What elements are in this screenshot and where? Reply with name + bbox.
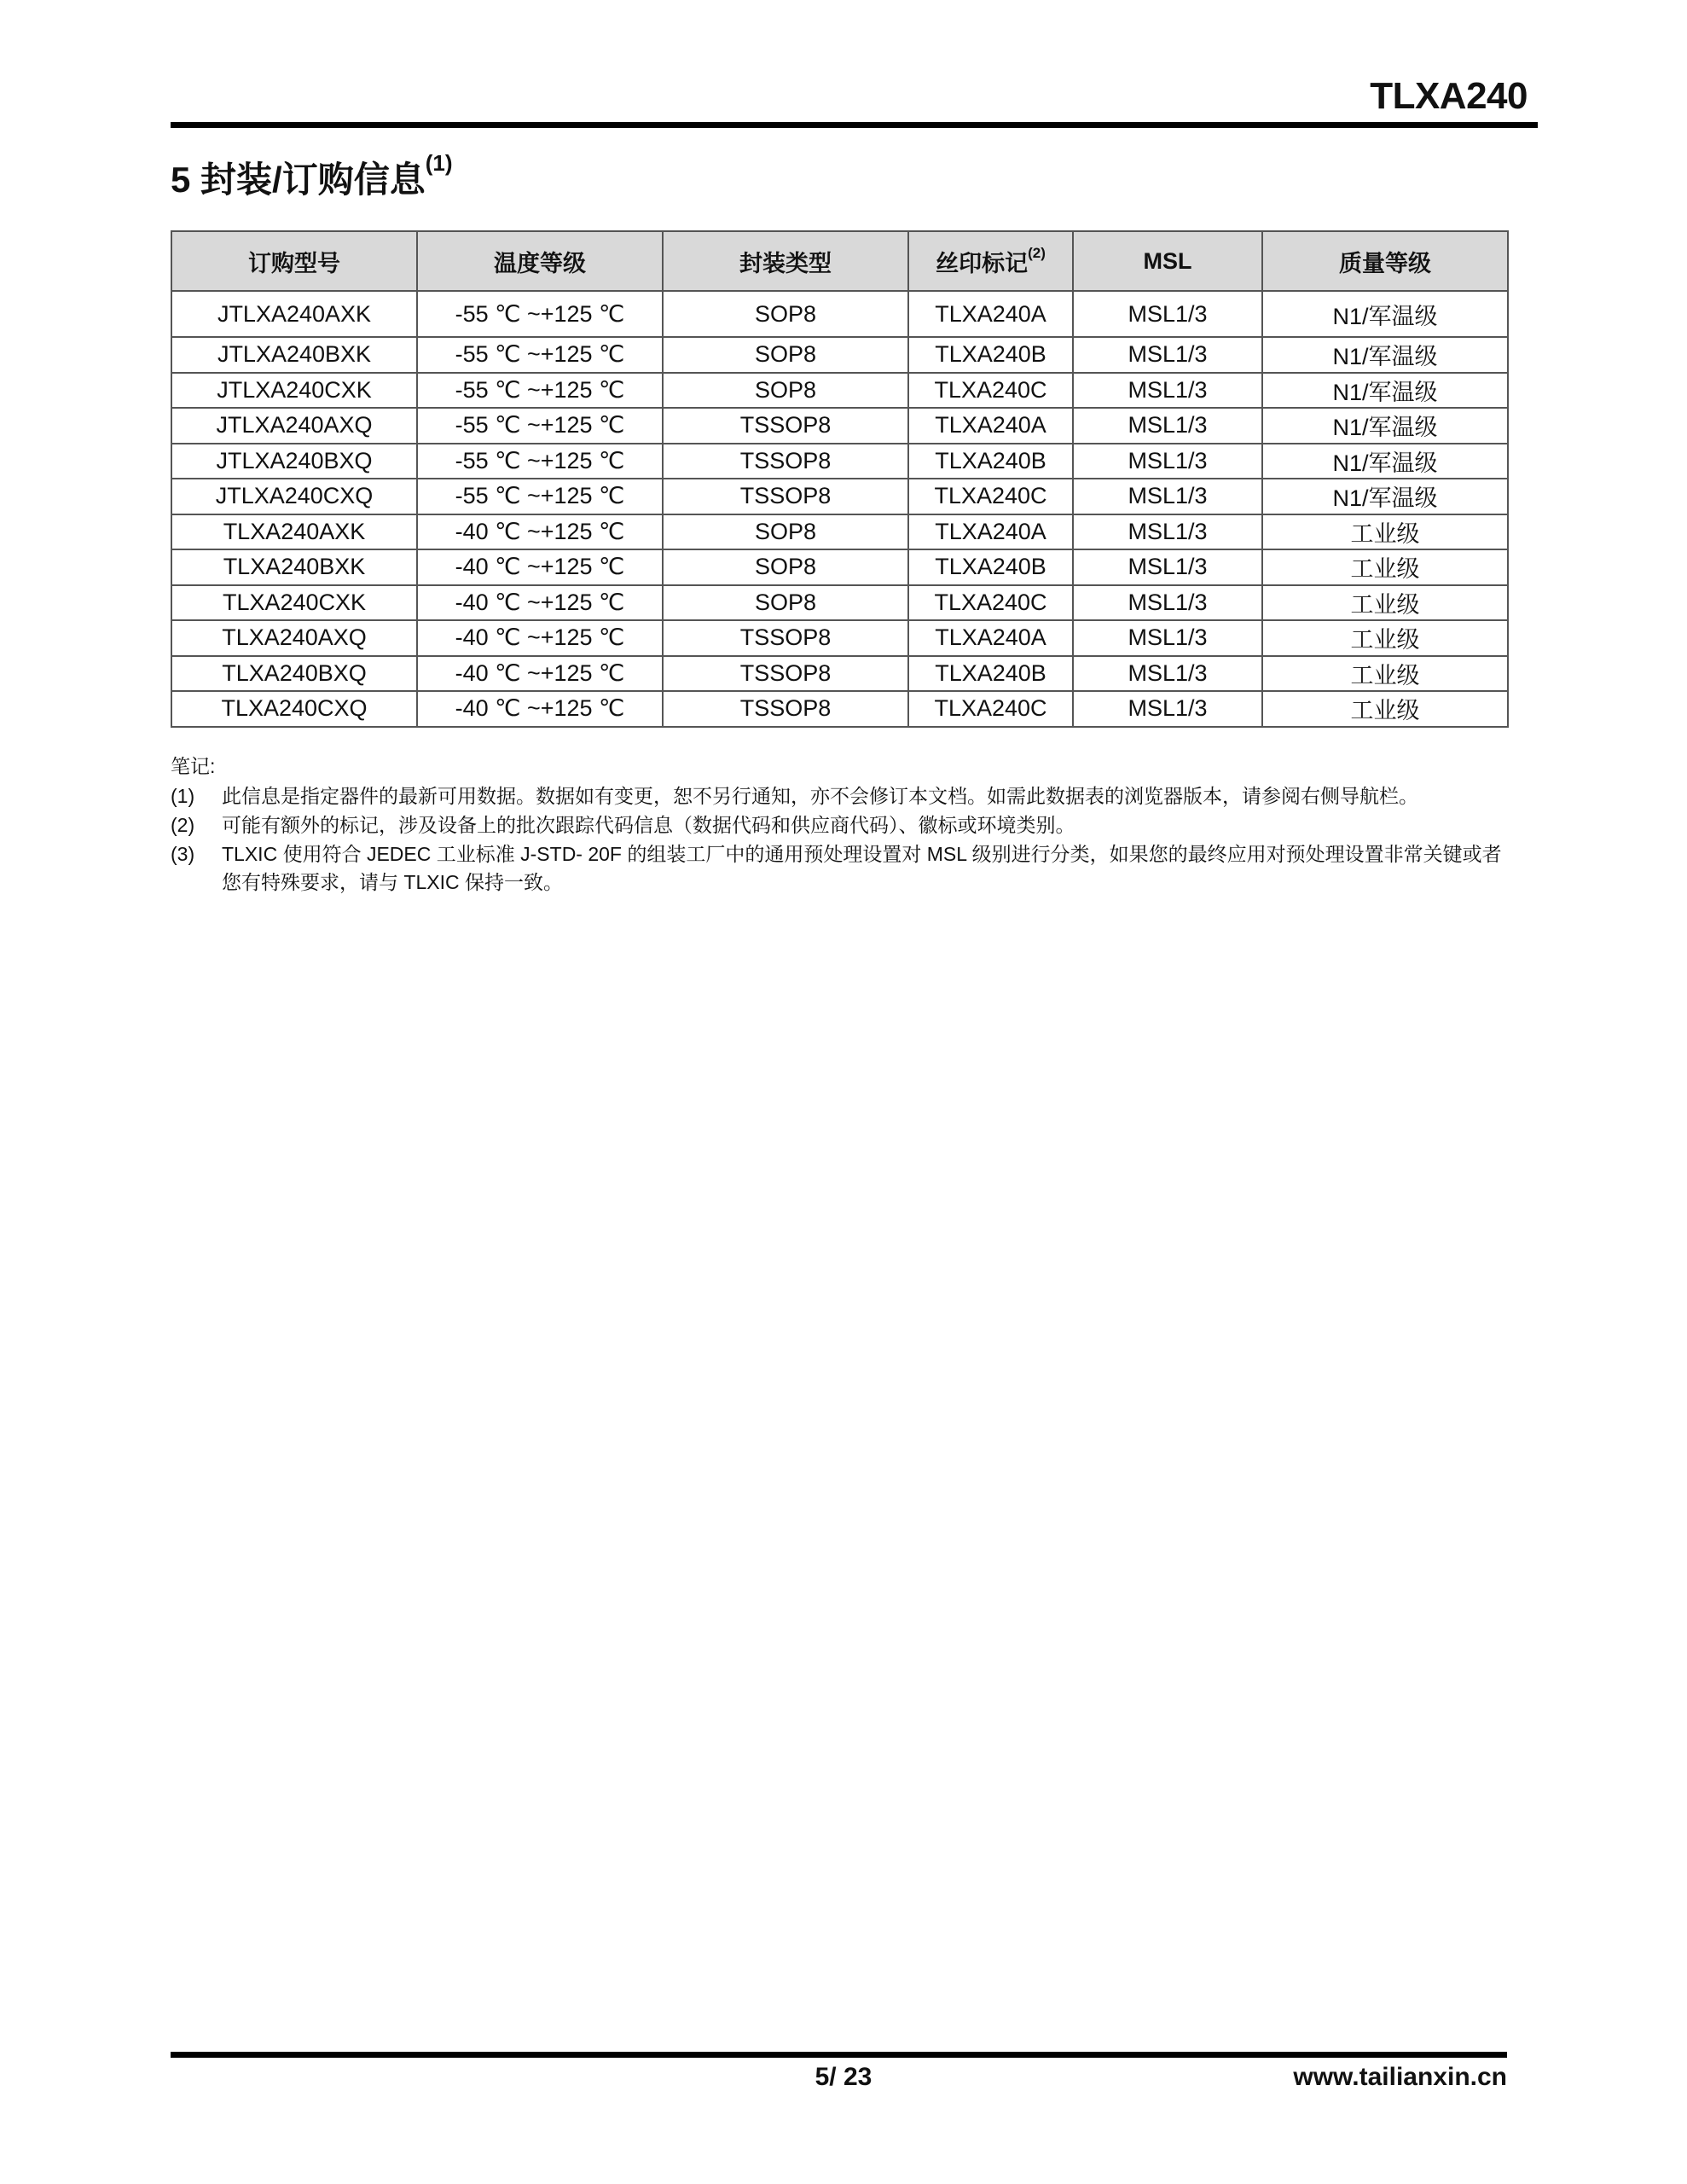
document-header-title: TLXA240 (1370, 75, 1528, 117)
cell-marking: TLXA240A (908, 620, 1073, 656)
footer-divider (171, 2052, 1507, 2058)
cell-quality-grade: N1/军温级 (1262, 444, 1508, 479)
cell-part-number: JTLXA240AXQ (171, 408, 417, 444)
note-number: (1) (171, 785, 195, 807)
table-body (171, 291, 1508, 727)
section-title (171, 152, 452, 203)
cell-quality-grade: 工业级 (1262, 514, 1508, 550)
ordering-info-table (171, 230, 1509, 728)
header-divider (171, 122, 1538, 128)
table-row (171, 291, 1508, 337)
table-row (171, 549, 1508, 585)
cell-msl: MSL1/3 (1073, 291, 1262, 337)
cell-msl: MSL1/3 (1073, 408, 1262, 444)
cell-quality-grade: N1/军温级 (1262, 337, 1508, 373)
table-row (171, 479, 1508, 514)
footer-website-url: www.tailianxin.cn (1293, 2063, 1507, 2091)
note-number: (3) (171, 843, 195, 865)
cell-part-number: TLXA240AXQ (171, 620, 417, 656)
table-row (171, 620, 1508, 656)
cell-quality-grade: 工业级 (1262, 656, 1508, 692)
cell-quality-grade: 工业级 (1262, 620, 1508, 656)
cell-marking: TLXA240B (908, 656, 1073, 692)
table-row (171, 585, 1508, 621)
cell-package-type: TSSOP8 (663, 620, 908, 656)
cell-marking: TLXA240C (908, 691, 1073, 727)
table-row (171, 444, 1508, 479)
cell-temperature-grade: -55 ℃ ~+125 ℃ (417, 479, 663, 514)
cell-package-type: TSSOP8 (663, 691, 908, 727)
cell-msl: MSL1/3 (1073, 514, 1262, 550)
cell-part-number: TLXA240BXK (171, 549, 417, 585)
header-temperature-grade: 温度等级 (417, 231, 663, 291)
cell-msl: MSL1/3 (1073, 656, 1262, 692)
cell-marking: TLXA240B (908, 549, 1073, 585)
cell-marking: TLXA240A (908, 514, 1073, 550)
cell-temperature-grade: -40 ℃ ~+125 ℃ (417, 691, 663, 727)
section-number: 5 (171, 160, 191, 200)
note-item (171, 782, 1518, 810)
cell-temperature-grade: -55 ℃ ~+125 ℃ (417, 444, 663, 479)
header-marking-label: 丝印标记 (936, 250, 1029, 276)
cell-marking: TLXA240A (908, 291, 1073, 337)
cell-part-number: TLXA240AXK (171, 514, 417, 550)
cell-marking: TLXA240B (908, 337, 1073, 373)
cell-temperature-grade: -40 ℃ ~+125 ℃ (417, 549, 663, 585)
note-number: (2) (171, 814, 195, 836)
cell-package-type: SOP8 (663, 585, 908, 621)
cell-marking: TLXA240C (908, 479, 1073, 514)
cell-package-type: SOP8 (663, 291, 908, 337)
cell-msl: MSL1/3 (1073, 479, 1262, 514)
section-title-text: 封装/订购信息 (200, 160, 426, 200)
header-marking-footnote-ref: (2) (1028, 244, 1046, 261)
table-row (171, 691, 1508, 727)
header-msl: MSL (1073, 231, 1262, 291)
cell-package-type: SOP8 (663, 549, 908, 585)
cell-quality-grade: 工业级 (1262, 691, 1508, 727)
cell-part-number: JTLXA240CXQ (171, 479, 417, 514)
cell-marking: TLXA240C (908, 585, 1073, 621)
cell-msl: MSL1/3 (1073, 373, 1262, 409)
cell-quality-grade: N1/军温级 (1262, 479, 1508, 514)
page-number: 5/ 23 (815, 2063, 872, 2091)
table-row (171, 373, 1508, 409)
cell-package-type: TSSOP8 (663, 479, 908, 514)
cell-temperature-grade: -40 ℃ ~+125 ℃ (417, 585, 663, 621)
table-row (171, 656, 1508, 692)
cell-msl: MSL1/3 (1073, 337, 1262, 373)
cell-part-number: TLXA240CXK (171, 585, 417, 621)
cell-marking: TLXA240C (908, 373, 1073, 409)
table-header-row (171, 231, 1508, 291)
cell-temperature-grade: -40 ℃ ~+125 ℃ (417, 656, 663, 692)
header-marking (908, 231, 1073, 291)
cell-part-number: JTLXA240BXK (171, 337, 417, 373)
cell-marking: TLXA240A (908, 408, 1073, 444)
cell-quality-grade: 工业级 (1262, 549, 1508, 585)
cell-temperature-grade: -55 ℃ ~+125 ℃ (417, 373, 663, 409)
header-quality-grade: 质量等级 (1262, 231, 1508, 291)
table-row (171, 514, 1508, 550)
cell-quality-grade: N1/军温级 (1262, 373, 1508, 409)
cell-temperature-grade: -55 ℃ ~+125 ℃ (417, 291, 663, 337)
cell-quality-grade: N1/军温级 (1262, 408, 1508, 444)
cell-part-number: JTLXA240BXQ (171, 444, 417, 479)
table-row (171, 337, 1508, 373)
notes-section (171, 752, 1518, 897)
cell-part-number: JTLXA240AXK (171, 291, 417, 337)
note-item (171, 840, 1518, 897)
cell-temperature-grade: -40 ℃ ~+125 ℃ (417, 514, 663, 550)
cell-package-type: SOP8 (663, 337, 908, 373)
cell-package-type: TSSOP8 (663, 408, 908, 444)
cell-temperature-grade: -55 ℃ ~+125 ℃ (417, 337, 663, 373)
header-part-number: 订购型号 (171, 231, 417, 291)
cell-temperature-grade: -55 ℃ ~+125 ℃ (417, 408, 663, 444)
cell-quality-grade: N1/军温级 (1262, 291, 1508, 337)
cell-msl: MSL1/3 (1073, 444, 1262, 479)
note-text: TLXIC 使用符合 JEDEC 工业标准 J-STD- 20F 的组装工厂中的通用预处理设置对 MSL 级别进行分类，如果您的最终应用对预处理设置非常关键或者您有特殊要求，请与 TLXIC 保持一致。 (222, 843, 1502, 893)
notes-label: 笔记: (171, 755, 216, 777)
cell-part-number: JTLXA240CXK (171, 373, 417, 409)
cell-part-number: TLXA240CXQ (171, 691, 417, 727)
cell-msl: MSL1/3 (1073, 620, 1262, 656)
cell-part-number: TLXA240BXQ (171, 656, 417, 692)
cell-package-type: SOP8 (663, 514, 908, 550)
note-item (171, 811, 1518, 839)
cell-msl: MSL1/3 (1073, 549, 1262, 585)
header-package-type: 封装类型 (663, 231, 908, 291)
table-row (171, 408, 1508, 444)
cell-quality-grade: 工业级 (1262, 585, 1508, 621)
cell-msl: MSL1/3 (1073, 585, 1262, 621)
cell-msl: MSL1/3 (1073, 691, 1262, 727)
notes-list (171, 782, 1518, 897)
cell-package-type: TSSOP8 (663, 656, 908, 692)
cell-package-type: TSSOP8 (663, 444, 908, 479)
cell-marking: TLXA240B (908, 444, 1073, 479)
section-footnote-ref: (1) (425, 150, 453, 176)
note-text: 可能有额外的标记，涉及设备上的批次跟踪代码信息（数据代码和供应商代码）、徽标或环境类别。 (222, 814, 1075, 836)
cell-package-type: SOP8 (663, 373, 908, 409)
cell-temperature-grade: -40 ℃ ~+125 ℃ (417, 620, 663, 656)
note-text: 此信息是指定器件的最新可用数据。数据如有变更，恕不另行通知，亦不会修订本文档。如需此数据表的浏览器版本，请参阅右侧导航栏。 (222, 785, 1418, 807)
